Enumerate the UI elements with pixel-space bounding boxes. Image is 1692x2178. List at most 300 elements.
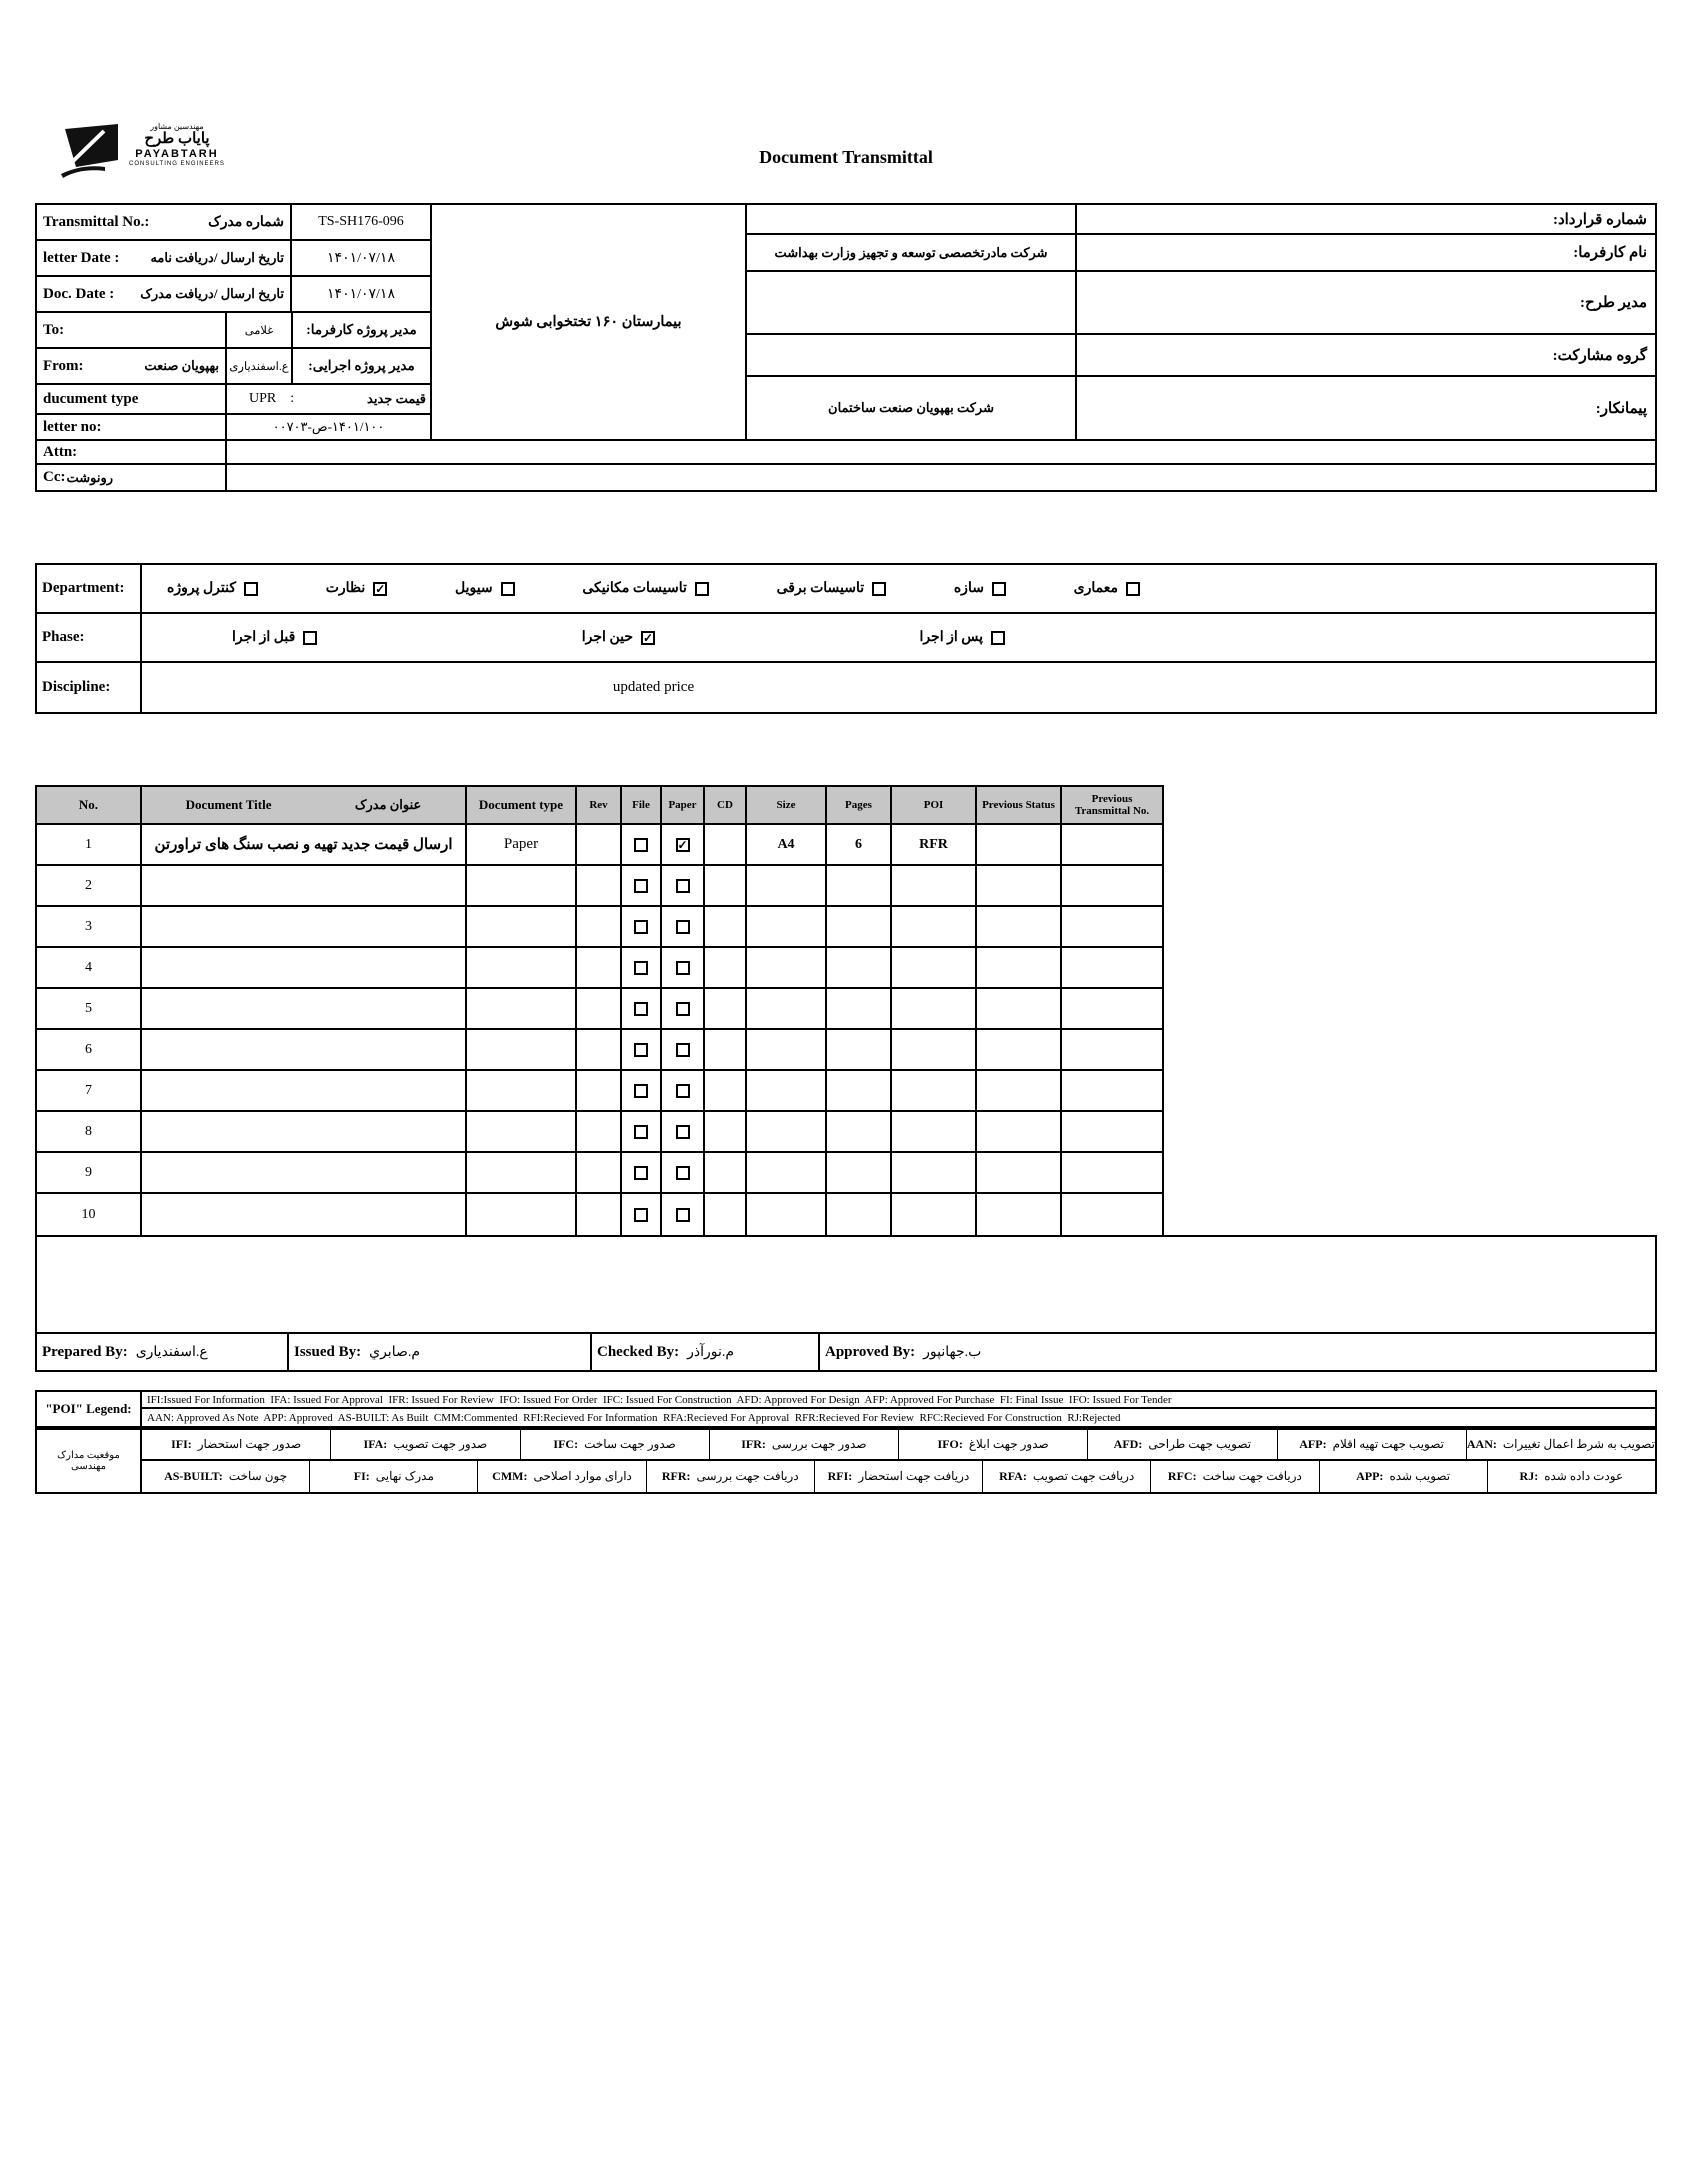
checkbox-option[interactable]: [167, 580, 258, 597]
row-no: 9: [37, 1153, 142, 1192]
fa-legend-cell: [521, 1430, 710, 1459]
fa-legend-abbr: AFP:: [1299, 1437, 1327, 1451]
row-no: 2: [37, 866, 142, 905]
department-row: [37, 565, 1655, 614]
fa-legend-abbr: APP:: [1356, 1469, 1384, 1483]
row-no: 4: [37, 948, 142, 987]
checkbox-option-label: سازه: [953, 581, 984, 596]
department-options: [142, 565, 1655, 612]
contract-no-value: [747, 205, 1077, 233]
logo-tagline: مهندسین مشاور: [150, 122, 204, 131]
poi-legend: [35, 1390, 1657, 1428]
fa-legend-cell: [1488, 1461, 1655, 1492]
cc-label-fa: رونوشت: [66, 469, 114, 485]
fa-legend-text: تصویب به شرط اعمال تغییرات: [1502, 1437, 1655, 1451]
row-file-cell: [622, 866, 662, 905]
fa-legend-cell: [1278, 1430, 1467, 1459]
fa-legend-cell: [815, 1461, 983, 1492]
phase-label: Phase:: [37, 614, 142, 661]
row-poi: RFR: [892, 825, 977, 864]
from-label: From:: [43, 357, 84, 374]
row-paper-cell: [662, 989, 705, 1028]
fa-legend-cell: [1320, 1461, 1488, 1492]
row-pages: [827, 866, 892, 905]
row-prev-transmittal: [1062, 1071, 1162, 1110]
header-file: File: [622, 787, 662, 823]
letter-no-value: ۱۴۰۱/۱۰۰-ص-۰۰۷۰۳: [272, 419, 385, 434]
row-paper-cell: [662, 1153, 705, 1192]
row-poi: [892, 1112, 977, 1151]
header-title-en: Document Title: [185, 796, 272, 812]
checkbox[interactable]: ✓: [642, 630, 654, 645]
fa-legend-cell: [310, 1461, 478, 1492]
checked-by-name: م.نورآذر: [687, 1344, 735, 1360]
contractor-label: پیمانکار:: [1595, 400, 1647, 417]
checkbox-option-label: قبل از اجرا: [232, 630, 296, 645]
client-name-value: شرکت مادرتخصصی توسعه و تجهیز وزارت بهداشت: [747, 235, 1077, 270]
fa-legend-text: عودت داده شده: [1544, 1469, 1624, 1483]
paper-checkbox[interactable]: [676, 920, 690, 934]
documents-table-body: [37, 825, 1162, 1235]
checkbox[interactable]: [992, 582, 1006, 596]
row-pages: [827, 1153, 892, 1192]
fa-legend-text: صدور جهت استحضار: [197, 1437, 302, 1451]
poi-legend-line-1: IFI:Issued For Information IFA: Issued For Approval IFR: Issued For Review IFO: Issued For Order IFC: Issued For Construction AFD: Approved For Design AFP: Approved For Purchase FI: Final Issue IFO: Issued For Tender: [142, 1392, 1655, 1409]
paper-checkbox[interactable]: ✓: [677, 837, 688, 852]
issued-by-cell: [289, 1334, 592, 1370]
phase-row: [37, 614, 1655, 663]
client-pm-label: مدیر پروژه کارفرما:: [306, 322, 417, 337]
row-file-cell: [622, 1071, 662, 1110]
contract-no-label: شماره قرارداد:: [1552, 211, 1647, 228]
prepared-by-cell: [37, 1334, 289, 1370]
logo-brand-fa: پایاب طرح: [144, 131, 210, 148]
jv-group-value: [747, 335, 1077, 375]
signatures-row: [35, 1332, 1657, 1372]
from-value: ع.اسفندیاری: [227, 349, 293, 383]
table-row: [37, 1071, 1162, 1112]
checkbox-option[interactable]: [582, 629, 655, 646]
file-checkbox[interactable]: [634, 1166, 648, 1180]
row-paper-cell: [662, 1030, 705, 1069]
project-manager-row: [747, 272, 1655, 335]
letter-date-row: [37, 241, 430, 277]
fa-legend-cell: [331, 1430, 520, 1459]
file-checkbox[interactable]: [634, 1084, 648, 1098]
checkbox-option-label: کنترل پروژه: [167, 581, 236, 596]
row-prev-transmittal: [1062, 1194, 1162, 1235]
row-size: [747, 1194, 827, 1235]
file-checkbox[interactable]: [634, 1002, 648, 1016]
row-document-type: [467, 1153, 577, 1192]
checkbox-option[interactable]: [455, 580, 515, 597]
file-checkbox[interactable]: [634, 961, 648, 975]
row-document-title: [142, 989, 467, 1028]
doc-date-label-fa: تاریخ ارسال /دریافت مدرک: [140, 286, 284, 301]
checkbox-option-label: پس از اجرا: [919, 630, 983, 645]
letter-no-label: letter no:: [43, 418, 102, 435]
header-poi: POI: [892, 787, 977, 823]
row-no: 7: [37, 1071, 142, 1110]
document-type-value-fa: قیمت جدید: [367, 391, 426, 406]
checked-by-label: Checked By:: [597, 1343, 680, 1360]
checkbox[interactable]: [303, 631, 317, 645]
row-file-cell: [622, 989, 662, 1028]
row-poi: [892, 948, 977, 987]
paper-checkbox[interactable]: [676, 879, 690, 893]
row-file-cell: [622, 907, 662, 946]
fa-legend-cell: [647, 1461, 815, 1492]
row-rev: [577, 1112, 622, 1151]
row-document-type: [467, 1030, 577, 1069]
row-cd: [705, 989, 747, 1028]
fa-legend-text: تصویب شده: [1389, 1469, 1451, 1483]
cc-row: [37, 465, 1655, 490]
file-checkbox[interactable]: [634, 920, 648, 934]
checkbox-option[interactable]: [954, 580, 1006, 597]
checkbox-option-label: سیویل: [454, 581, 493, 596]
row-prev-transmittal: [1062, 907, 1162, 946]
row-prev-status: [977, 866, 1062, 905]
to-label: To:: [43, 321, 65, 338]
fa-legend-label: موقعیت مدارک مهندسی: [37, 1430, 142, 1492]
discipline-row: [37, 663, 1655, 712]
fa-legend-text: دریافت جهت بررسی: [696, 1469, 799, 1483]
row-cd: [705, 1112, 747, 1151]
fa-legend-abbr: AFD:: [1113, 1437, 1143, 1451]
prepared-by-label: Prepared By:: [42, 1343, 128, 1360]
header-no: No.: [37, 787, 142, 823]
discipline-label: Discipline:: [37, 663, 142, 712]
header-title: [142, 787, 467, 823]
contract-no-row: [747, 205, 1655, 235]
doc-date-row: [37, 277, 430, 313]
fa-legend-abbr: IFI:: [171, 1437, 192, 1451]
checkbox-option[interactable]: [582, 580, 709, 597]
checkbox[interactable]: [1126, 582, 1140, 596]
checkbox[interactable]: [244, 582, 258, 596]
row-cd: [705, 1030, 747, 1069]
notes-empty-box: [35, 1235, 1657, 1332]
fa-legend-cell: [899, 1430, 1088, 1459]
fa-legend-cell: [983, 1461, 1151, 1492]
row-size: [747, 1112, 827, 1151]
row-file-cell: [622, 948, 662, 987]
fa-legend-abbr: IFO:: [937, 1437, 963, 1451]
row-document-title: [142, 1153, 467, 1192]
fa-legend-text: مدرک نهایی: [375, 1469, 434, 1483]
fa-legend-cell: [142, 1461, 310, 1492]
row-document-title: [142, 1071, 467, 1110]
row-prev-transmittal: [1062, 866, 1162, 905]
row-document-type: [467, 907, 577, 946]
fa-legend-abbr: IFA:: [363, 1437, 388, 1451]
table-row: [37, 825, 1162, 866]
cc-value: [227, 465, 1655, 490]
header-rev: Rev: [577, 787, 622, 823]
fa-legend-text: صدور جهت بررسی: [771, 1437, 867, 1451]
fa-legend-text: تصویب جهت طراحی: [1148, 1437, 1252, 1451]
checkbox[interactable]: [695, 582, 709, 596]
logo-subtitle: CONSULTING ENGINEERS: [129, 161, 225, 168]
row-size: [747, 989, 827, 1028]
table-row: [37, 948, 1162, 989]
row-cd: [705, 825, 747, 864]
fa-legend-cell: [1088, 1430, 1277, 1459]
row-pages: [827, 989, 892, 1028]
letter-date-label-fa: تاریخ ارسال /دریافت نامه: [150, 250, 284, 265]
row-paper-cell: [662, 1194, 705, 1235]
row-size: [747, 1071, 827, 1110]
row-rev: [577, 948, 622, 987]
row-paper-cell: [662, 948, 705, 987]
header-pages: Pages: [827, 787, 892, 823]
row-prev-status: [977, 1071, 1062, 1110]
fa-legend-text: دریافت جهت تصویب: [1032, 1469, 1135, 1483]
row-pages: [827, 1112, 892, 1151]
row-pages: [827, 1071, 892, 1110]
row-document-type: [467, 1071, 577, 1110]
fa-legend-text: دریافت جهت استحضار: [858, 1469, 970, 1483]
row-document-title: [142, 1194, 467, 1235]
table-row: [37, 1030, 1162, 1071]
row-document-type: [467, 989, 577, 1028]
checkbox-option-label: نظارت: [325, 581, 366, 596]
header-paper: Paper: [662, 787, 705, 823]
fa-legend-abbr: IFC:: [553, 1437, 579, 1451]
row-document-title: [142, 1112, 467, 1151]
row-no: 3: [37, 907, 142, 946]
checkbox-option[interactable]: [1074, 580, 1140, 597]
header-doc-type: Document type: [467, 787, 577, 823]
row-rev: [577, 1071, 622, 1110]
approved-by-name: ب.جهانپور: [923, 1344, 982, 1360]
contractor-row: [747, 377, 1655, 439]
to-value: غلامی: [227, 313, 293, 347]
project-manager-label: مدیر طرح:: [1579, 295, 1647, 311]
transmittal-info-table: [35, 203, 1657, 492]
fa-legend-cell: [478, 1461, 646, 1492]
fa-legend: [35, 1428, 1657, 1494]
row-pages: 6: [827, 825, 892, 864]
fa-legend-abbr: RJ:: [1519, 1469, 1539, 1483]
file-checkbox[interactable]: [634, 838, 648, 852]
row-document-type: [467, 1194, 577, 1235]
row-document-title: [142, 907, 467, 946]
checkbox-option-label: تاسیسات برقی: [776, 581, 865, 596]
row-size: [747, 907, 827, 946]
row-paper-cell: [662, 1071, 705, 1110]
poi-legend-label: "POI" Legend:: [37, 1392, 142, 1426]
transmittal-no-row: [37, 205, 430, 241]
row-document-type: [467, 1112, 577, 1151]
documents-table: [35, 785, 1164, 1237]
row-poi: [892, 1194, 977, 1235]
table-row: [37, 907, 1162, 948]
row-paper-cell: [662, 1112, 705, 1151]
row-prev-status: [977, 907, 1062, 946]
paper-checkbox[interactable]: [676, 961, 690, 975]
document-type-row: [37, 385, 430, 415]
row-paper-cell: [662, 907, 705, 946]
header-prev-transmittal: Previous Transmittal No.: [1074, 792, 1150, 817]
paper-checkbox[interactable]: [676, 1084, 690, 1098]
fa-legend-text: دارای موارد اصلاحی: [533, 1469, 632, 1483]
jv-group-label: گروه مشارکت:: [1552, 347, 1647, 364]
row-rev: [577, 907, 622, 946]
row-prev-status: [977, 989, 1062, 1028]
doc-date-value: ۱۴۰۱/۰۷/۱۸: [327, 286, 395, 302]
row-prev-status: [977, 825, 1062, 864]
document-type-code: UPR :: [249, 391, 295, 406]
row-prev-status: [977, 1153, 1062, 1192]
row-pages: [827, 907, 892, 946]
row-prev-status: [977, 1030, 1062, 1069]
header-title-fa: عنوان مدرک: [354, 796, 422, 812]
row-pages: [827, 1030, 892, 1069]
fa-legend-abbr: CMM:: [492, 1469, 528, 1483]
jv-group-row: [747, 335, 1655, 377]
attn-label: Attn:: [43, 443, 78, 460]
header-size: Size: [747, 787, 827, 823]
row-prev-transmittal: [1062, 1153, 1162, 1192]
fa-legend-cell: [1467, 1430, 1655, 1459]
department-label: Department:: [37, 565, 142, 612]
checkbox-option[interactable]: [326, 580, 388, 597]
row-document-title: [142, 866, 467, 905]
checkbox-option[interactable]: [777, 580, 887, 597]
approved-by-label: Approved By:: [825, 1343, 916, 1360]
phase-options: [142, 614, 1655, 661]
row-prev-status: [977, 948, 1062, 987]
row-size: [747, 948, 827, 987]
row-pages: [827, 1194, 892, 1235]
table-row: [37, 1153, 1162, 1194]
row-rev: [577, 989, 622, 1028]
row-cd: [705, 866, 747, 905]
row-size: A4: [747, 825, 827, 864]
row-file-cell: [622, 825, 662, 864]
checkbox-option-label: حین اجرا: [581, 630, 633, 645]
checkbox[interactable]: [872, 582, 886, 596]
file-checkbox[interactable]: [634, 1125, 648, 1139]
fa-legend-row-2: [142, 1461, 1655, 1492]
row-prev-status: [977, 1112, 1062, 1151]
document-type-label: ducument type: [43, 390, 139, 407]
row-prev-status: [977, 1194, 1062, 1235]
paper-checkbox[interactable]: [676, 1043, 690, 1057]
doc-date-label-en: Doc. Date :: [43, 285, 115, 302]
letter-date-value: ۱۴۰۱/۰۷/۱۸: [327, 250, 395, 266]
row-no: 10: [37, 1194, 142, 1235]
row-document-title: [142, 948, 467, 987]
row-pages: [827, 948, 892, 987]
header-prev-status: Previous Status: [977, 787, 1062, 823]
file-checkbox[interactable]: [634, 1043, 648, 1057]
fa-legend-abbr: AS-BUILT:: [164, 1469, 223, 1483]
poi-legend-line-2: AAN: Approved As Note APP: Approved AS-BUILT: As Built CMM:Commented RFI:Recieved For Information RFA:Recieved For Approval RFR:Recieved For Review RFC:Recieved For Construction RJ:Rejected: [147, 1411, 1121, 1424]
checkbox[interactable]: ✓: [375, 581, 386, 596]
transmittal-no-label-en: Transmittal No.:: [43, 213, 150, 230]
transmittal-no-value: TS-SH176-096: [318, 214, 404, 229]
project-name: بیمارستان ۱۶۰ تختخوابی شوش: [432, 205, 747, 439]
fa-legend-abbr: RFC:: [1167, 1469, 1197, 1483]
table-row: [37, 866, 1162, 907]
attn-value: [227, 441, 1655, 463]
fa-legend-text: دریافت جهت ساخت: [1202, 1469, 1302, 1483]
issued-by-label: Issued By:: [294, 1343, 362, 1360]
documents-table-header: [37, 787, 1162, 825]
checkbox[interactable]: [501, 582, 515, 596]
row-paper-cell: [662, 825, 705, 864]
row-size: [747, 1153, 827, 1192]
executive-pm-label: مدیر پروژه اجرایی:: [308, 358, 415, 373]
page-title: Document Transmittal: [759, 147, 933, 167]
checkbox-option-label: معماری: [1073, 581, 1118, 596]
attn-row: [37, 441, 1655, 465]
cc-label-en: Cc:: [43, 469, 66, 485]
paper-checkbox[interactable]: [676, 1208, 690, 1222]
row-size: [747, 1030, 827, 1069]
paper-checkbox[interactable]: [676, 1125, 690, 1139]
row-file-cell: [622, 1030, 662, 1069]
to-row: [37, 313, 430, 349]
row-document-type: [467, 948, 577, 987]
prepared-by-name: ع.اسفندیاری: [135, 1344, 208, 1360]
transmittal-no-label-fa: شماره مدرک: [208, 214, 284, 230]
file-checkbox[interactable]: [634, 1208, 648, 1222]
row-prev-transmittal: [1062, 825, 1162, 864]
row-document-type: Paper: [467, 825, 577, 864]
fa-legend-row-1: [142, 1430, 1655, 1461]
file-checkbox[interactable]: [634, 879, 648, 893]
fa-legend-text: صدور جهت تصویب: [393, 1437, 488, 1451]
project-manager-value: [747, 272, 1077, 333]
row-rev: [577, 825, 622, 864]
checkbox-option[interactable]: [232, 629, 317, 646]
checkbox-option[interactable]: [919, 629, 1005, 646]
letter-date-label-en: letter Date :: [43, 249, 120, 266]
header-cd: CD: [705, 787, 747, 823]
checkbox[interactable]: [991, 631, 1005, 645]
issued-by-name: م.صابري: [369, 1344, 421, 1360]
fa-legend-cell: [1151, 1461, 1319, 1492]
fa-legend-abbr: RFR:: [661, 1469, 691, 1483]
row-cd: [705, 907, 747, 946]
fa-legend-abbr: RFA:: [999, 1469, 1027, 1483]
letter-no-row: [37, 415, 430, 439]
paper-checkbox[interactable]: [676, 1002, 690, 1016]
row-rev: [577, 866, 622, 905]
row-no: 5: [37, 989, 142, 1028]
fa-legend-text: صدور جهت ابلاغ: [968, 1437, 1049, 1451]
fa-legend-cell: [710, 1430, 899, 1459]
contractor-value: شرکت بهپویان صنعت ساختمان: [747, 377, 1077, 439]
row-cd: [705, 1071, 747, 1110]
checked-by-cell: [592, 1334, 820, 1370]
approved-by-cell: [820, 1334, 1655, 1370]
paper-checkbox[interactable]: [676, 1166, 690, 1180]
row-no: 8: [37, 1112, 142, 1151]
fa-legend-abbr: FI:: [353, 1469, 370, 1483]
fa-legend-abbr: AAN:: [1466, 1437, 1497, 1451]
from-company: بهپویان صنعت: [144, 358, 219, 373]
fa-legend-cell: [142, 1430, 331, 1459]
row-document-title: ارسال قیمت جدید تهیه و نصب سنگ های تراورتن: [142, 825, 467, 864]
fa-legend-text: تصویب جهت تهیه اقلام: [1332, 1437, 1444, 1451]
from-row: [37, 349, 430, 385]
row-poi: [892, 866, 977, 905]
